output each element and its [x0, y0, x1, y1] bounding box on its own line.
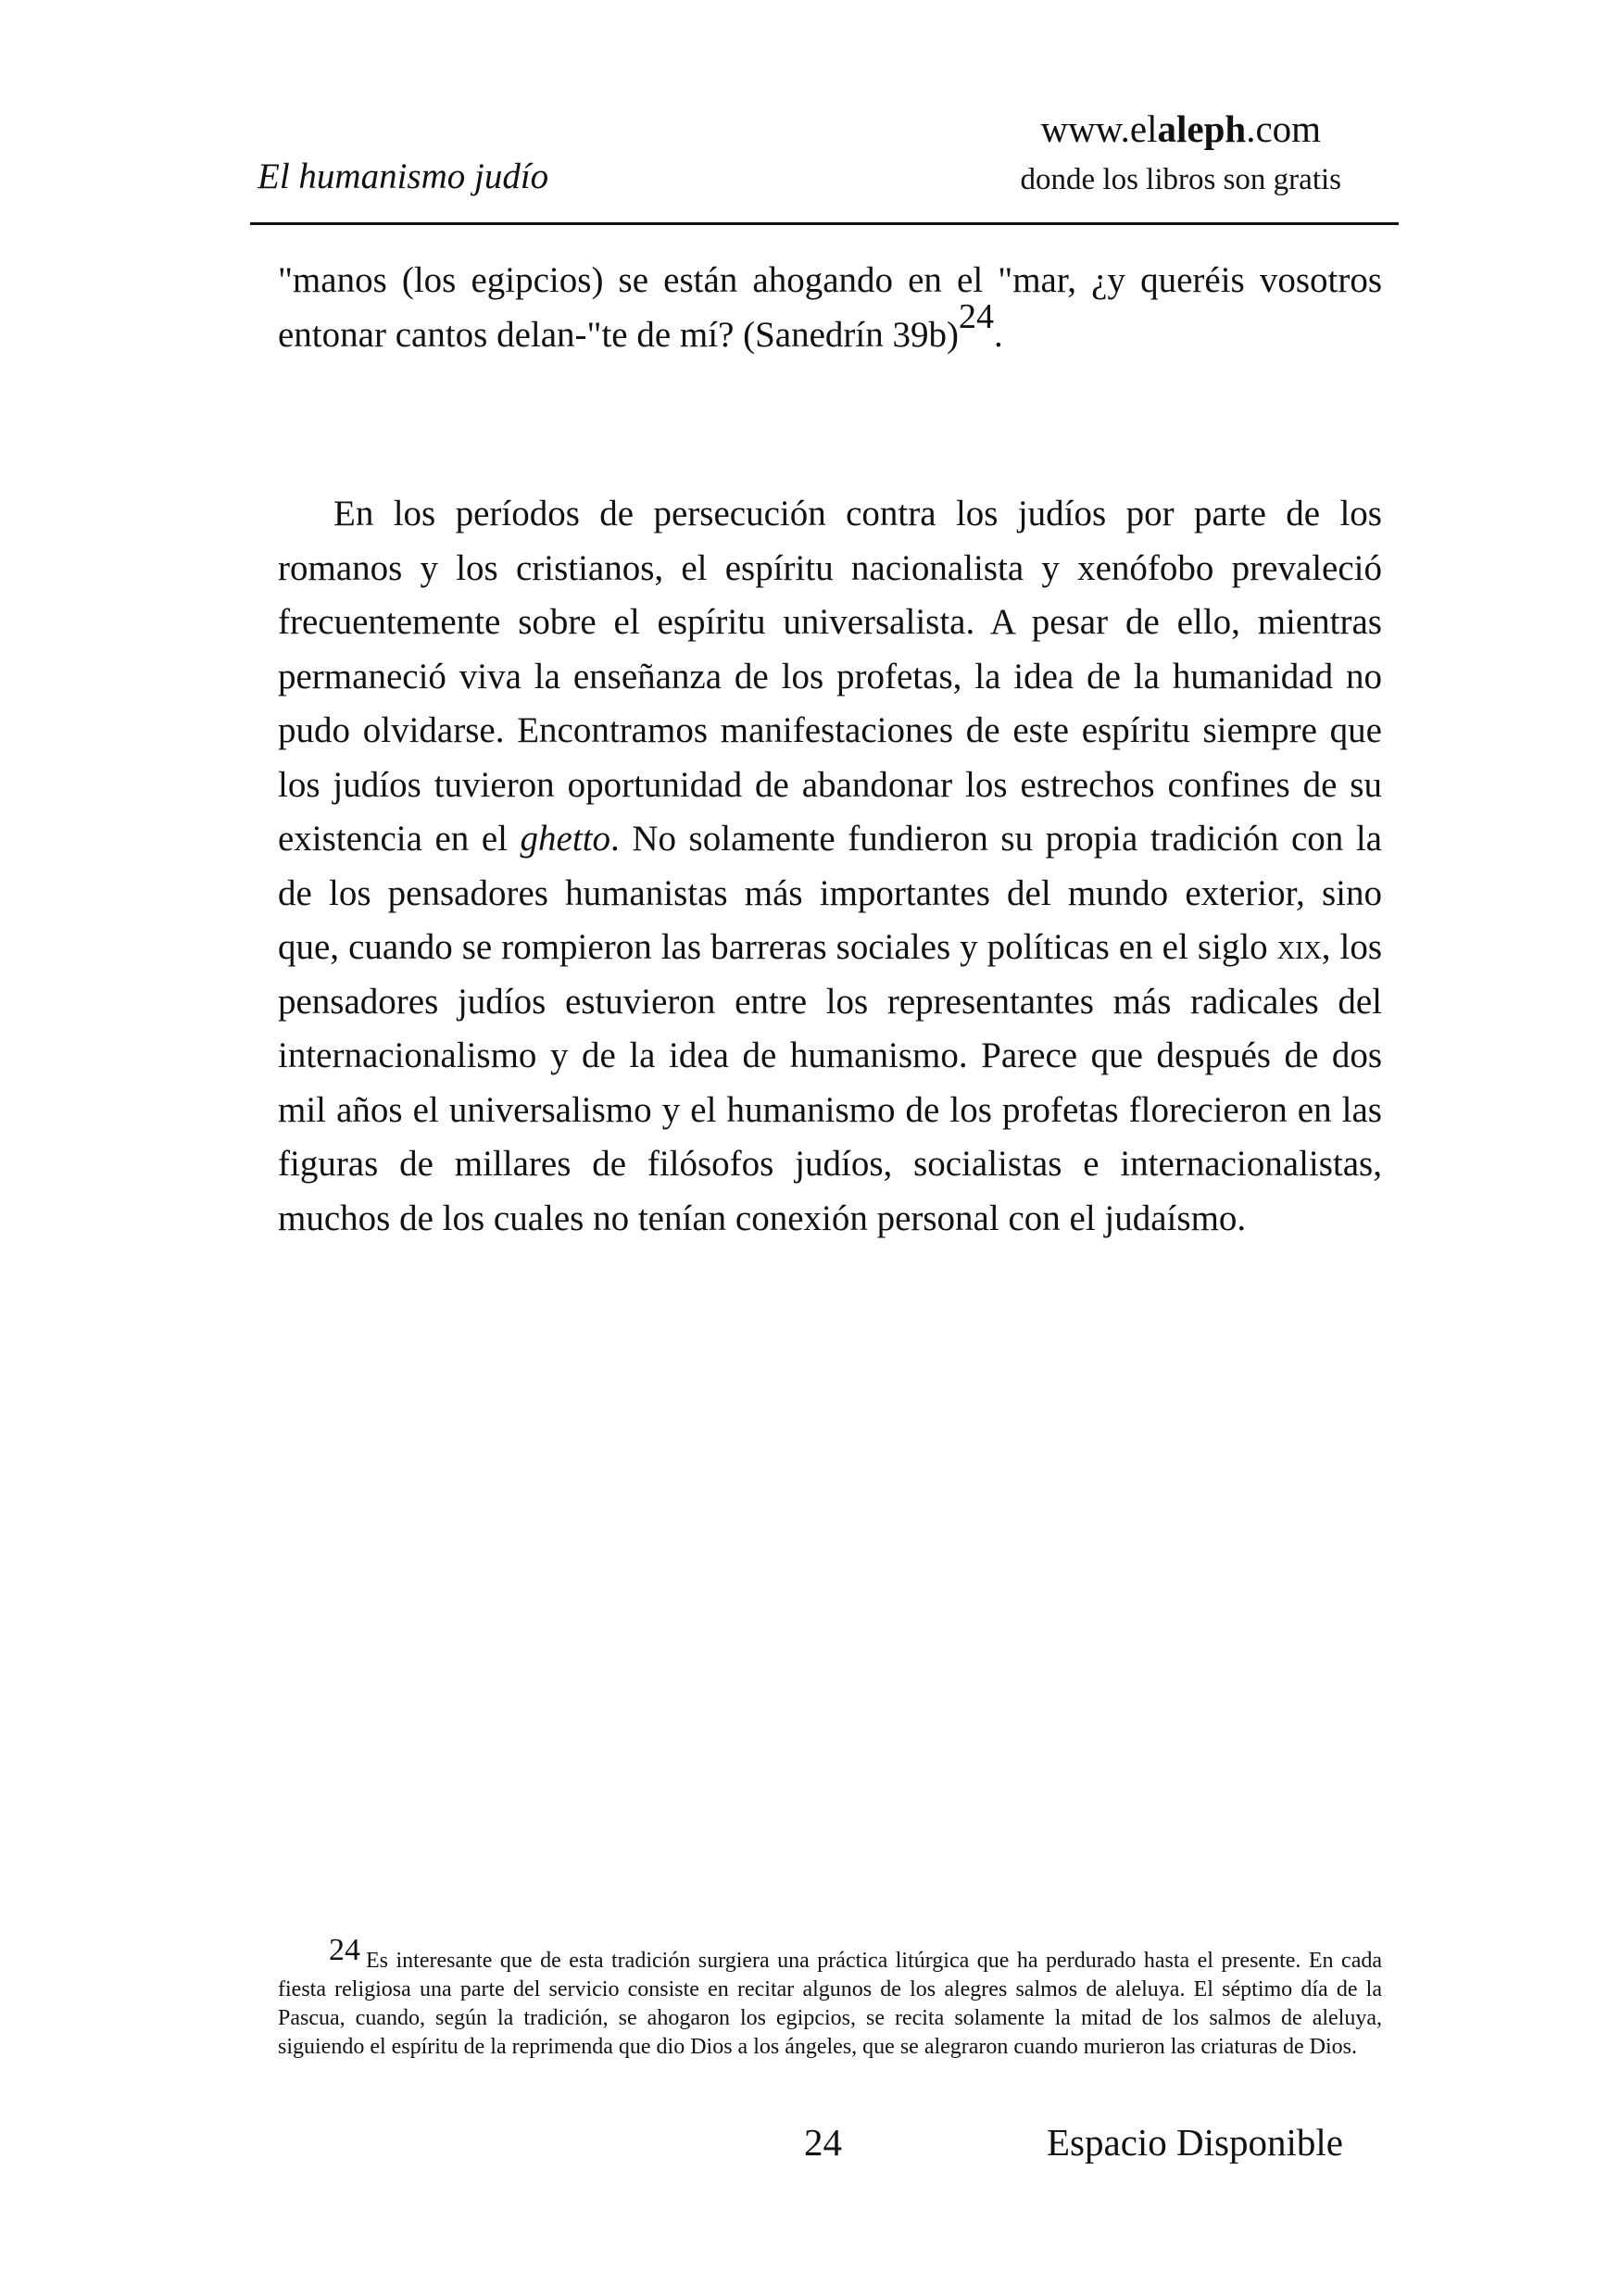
main-paragraph: [278, 487, 1382, 1246]
footnote-reference[interactable]: 24: [958, 296, 994, 336]
footnote: [278, 1933, 1382, 2062]
site-url-bold: aleph: [1157, 107, 1247, 150]
site-branding: [1021, 107, 1341, 204]
page-number: 24: [804, 2121, 842, 2164]
quote-continuation: [278, 254, 1382, 362]
century-numeral: xix: [1276, 927, 1322, 967]
site-url[interactable]: [1021, 107, 1341, 152]
site-url-suffix: .com: [1246, 107, 1322, 150]
paragraph-part-1: En los períodos de persecución contra los judíos por parte de los romanos y los cristianos, el espíritu nacionalista y xenófobo prevaleció frecuentemente sobre el espíritu universalista. A pesar de ello, mientras permaneció viva la enseñanza de los profetas, la idea de la humanidad no pudo olvidarse. Encontramos manifestaciones de este espíritu siempre que los judíos tuvieron oportunidad de abandonar los estrechos confines de su existencia en el: [278, 494, 1382, 859]
quote-text: "manos (los egipcios) se están ahogando en el "mar, ¿y queréis vosotros entonar cantos delan-"te de mí? (Sanedrín 39b): [278, 260, 1382, 355]
site-url-prefix: www.el: [1040, 107, 1158, 150]
quote-end: .: [993, 314, 1003, 355]
paragraph-part-3: , los pensadores judíos estuvieron entre los representantes más radicales del internacionalismo y de la idea de humanismo. Parece que después de dos mil años el universalismo y el humanismo de los profetas florecieron en las figuras de millares de filósofos judíos, socialistas e internacionalistas, muchos de los cuales no tenían conexión personal con el judaísmo.: [278, 927, 1382, 1238]
book-title: El humanismo judío: [258, 157, 549, 196]
header-divider: [250, 222, 1399, 225]
paragraph-part-2: . No solamente fundieron su propia tradición con la de los pensadores humanistas más importantes del mundo exterior, sino que, cuando se rompieron las barreras sociales y políticas en el siglo: [278, 819, 1382, 967]
site-tagline: donde los libros son gratis: [1020, 163, 1341, 197]
footnote-number: 24: [329, 1933, 360, 1967]
footer-label: Espacio Disponible: [1047, 2121, 1343, 2164]
italic-term-ghetto: ghetto: [520, 819, 611, 859]
footnote-text: Es interesante que de esta tradición surgiera una práctica litúrgica que ha perdurado hasta el presente. En cada fiesta religiosa una parte del servicio consiste en recitar algunos de los alegres salmos de aleluya. El séptimo día de la Pascua, cuando, según la tradición, se ahogaron los egipcios, se recita solamente la mitad de los salmos de aleluya, siguiendo el espíritu de la reprimenda que dio Dios a los ángeles, que se alegraron cuando murieron las criaturas de Dios.: [278, 1949, 1382, 2059]
